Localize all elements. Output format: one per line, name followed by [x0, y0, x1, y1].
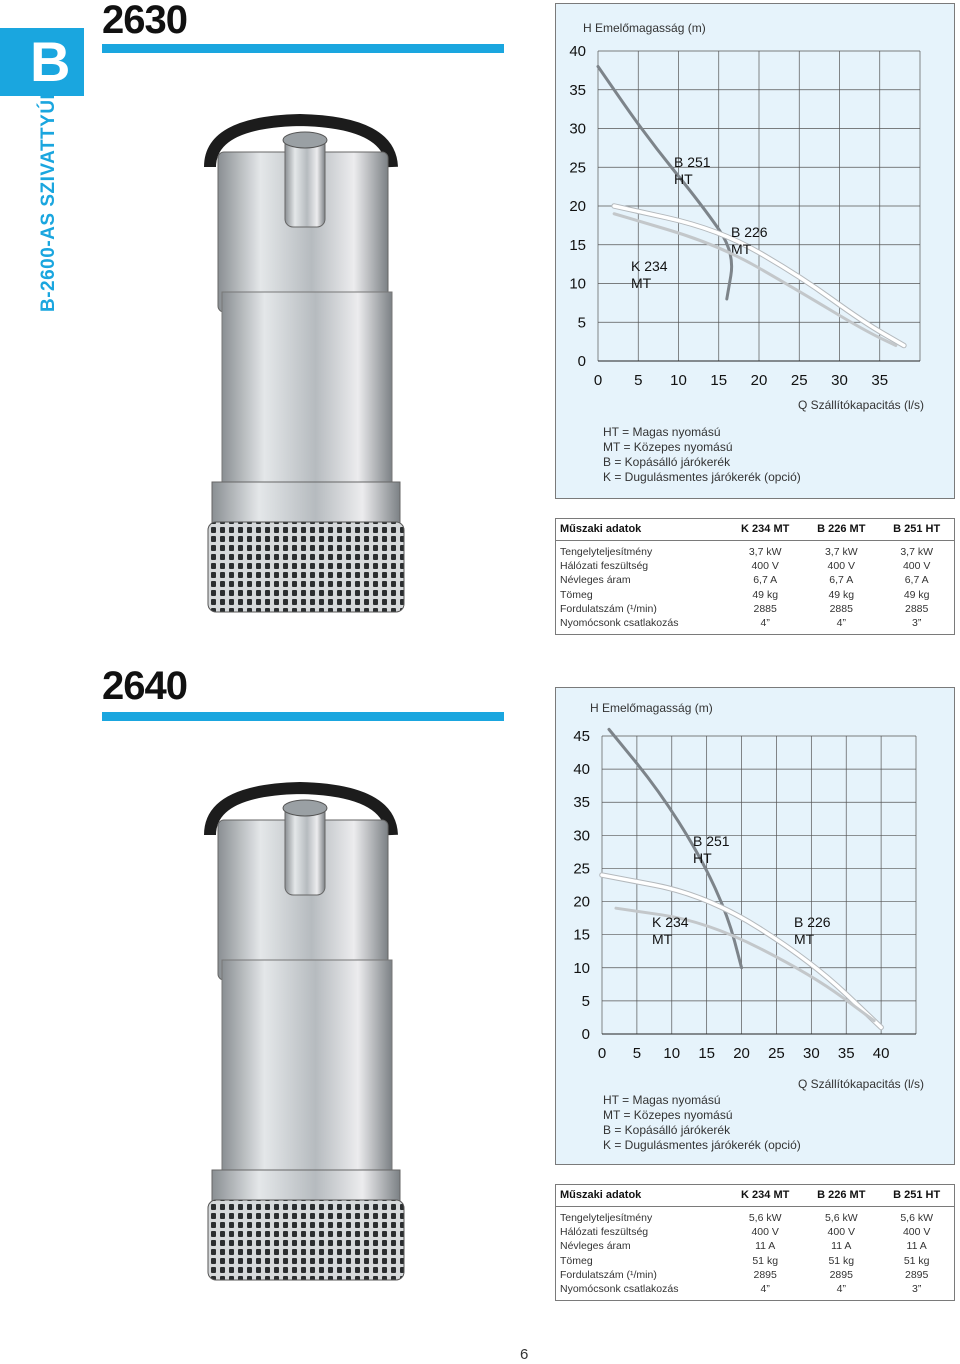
spec-header-row	[556, 1185, 955, 1207]
table-row	[556, 1225, 955, 1239]
spec-label: Fordulatszám (¹/min)	[560, 1268, 657, 1281]
chart-legend	[603, 425, 801, 485]
chart-grid	[598, 51, 920, 361]
spec-header: B 251 HT	[879, 1185, 954, 1207]
spec-value: 4”	[836, 1283, 846, 1296]
x-tick-label: 40	[872, 1045, 890, 1062]
spec-value: 4”	[760, 1283, 770, 1296]
table-row	[556, 1268, 955, 1282]
spec-table-2630	[555, 518, 955, 635]
table-row	[556, 573, 955, 587]
y-tick-label: 40	[569, 43, 586, 60]
spec-value: 3,7 kW	[748, 546, 782, 558]
table-row	[556, 1207, 955, 1226]
y-tick-label: 15	[569, 236, 586, 254]
spec-value: 11 A	[755, 1240, 776, 1253]
x-tick-label: 25	[790, 372, 808, 389]
spec-value: 400 V	[902, 1226, 931, 1239]
y-tick-label: 10	[573, 959, 590, 977]
table-row	[556, 1239, 955, 1253]
spec-value: 400 V	[902, 560, 931, 573]
x-tick-label: 0	[597, 1045, 607, 1062]
spec-label: Nyomócsonk csatlakozás	[560, 617, 679, 630]
spec-value: 3,7 kW	[900, 546, 933, 558]
spec-value: 51 kg	[828, 1254, 855, 1267]
title-underline	[102, 712, 504, 721]
table-row	[556, 602, 955, 616]
spec-value: 11 A	[831, 1240, 852, 1253]
y-tick-label: 25	[573, 860, 590, 878]
spec-value: 2885	[904, 602, 929, 615]
spec-label: Fordulatszám (¹/min)	[560, 602, 657, 615]
spec-value: 11 A	[906, 1240, 927, 1253]
title-underline	[102, 44, 504, 53]
spec-label: Tengelyteljesítmény	[560, 1212, 653, 1224]
spec-value: 49 kg	[828, 588, 855, 601]
x-tick-label: 25	[768, 1045, 785, 1062]
spec-value: 2895	[753, 1268, 777, 1281]
spec-header: B 226 MT	[803, 519, 879, 541]
spec-header: Műszaki adatok	[556, 519, 728, 541]
spec-value: 5,6 kW	[900, 1212, 933, 1224]
y-tick-label: 5	[581, 992, 590, 1010]
y-tick-label: 20	[569, 198, 586, 215]
x-tick-label: 5	[632, 1045, 642, 1062]
legend-item: K = Dugulásmentes járókerék (opció)	[603, 1138, 801, 1152]
table-row	[556, 1282, 955, 1301]
y-tick-label: 25	[569, 159, 586, 177]
table-row	[556, 1254, 955, 1268]
table-row	[556, 588, 955, 602]
spec-value: 4”	[760, 617, 770, 630]
series-label: B 251	[693, 833, 730, 849]
spec-value: 400 V	[827, 560, 855, 573]
y-tick-label: 35	[573, 794, 590, 812]
performance-chart-2630	[555, 3, 955, 499]
y-tick-label: 30	[573, 827, 590, 845]
spec-header: K 234 MT	[727, 1185, 803, 1207]
x-tick-label: 10	[663, 1045, 681, 1062]
x-tick-label: 10	[670, 372, 687, 389]
x-tick-label: 15	[698, 1045, 716, 1062]
series-label: HT	[693, 850, 712, 866]
series-label: MT	[652, 931, 673, 947]
spec-value: 3,7 kW	[824, 546, 858, 558]
page-number: 6	[520, 1346, 529, 1363]
series-label: B 251	[674, 154, 711, 170]
x-tick-label: 5	[634, 372, 643, 389]
performance-chart-2640	[555, 687, 955, 1165]
spec-value: 51 kg	[903, 1254, 930, 1267]
spec-header-row	[556, 519, 955, 541]
spec-label: Névleges áram	[560, 574, 631, 587]
series-label: K 234	[652, 914, 689, 930]
spec-value: 5,6 kW	[824, 1212, 858, 1224]
y-tick-label: 30	[569, 120, 586, 138]
chart-legend	[603, 1093, 801, 1153]
legend-item: HT = Magas nyomású	[603, 1093, 721, 1107]
spec-value: 51 kg	[752, 1254, 779, 1267]
spec-value: 2895	[904, 1268, 929, 1281]
x-tick-label: 35	[871, 372, 889, 389]
y-tick-label: 45	[573, 728, 590, 745]
legend-item: HT = Magas nyomású	[603, 425, 721, 439]
spec-label: Hálózati feszültség	[560, 560, 649, 573]
section-tab: B	[0, 28, 84, 96]
spec-label: Hálózati feszültség	[560, 1226, 649, 1239]
series-label: MT	[794, 931, 815, 947]
y-axis-title: H Emelőmagasság (m)	[590, 701, 713, 715]
spec-value: 400 V	[827, 1226, 855, 1239]
y-tick-label: 0	[577, 353, 586, 370]
legend-item: B = Kopásálló járókerék	[603, 1123, 731, 1137]
table-row	[556, 541, 955, 560]
spec-header: Műszaki adatok	[556, 1185, 728, 1207]
x-tick-label: 30	[831, 372, 848, 389]
spec-value: 4”	[836, 617, 846, 630]
legend-item: K = Dugulásmentes járókerék (opció)	[603, 470, 801, 484]
spec-value: 400 V	[751, 1226, 779, 1239]
y-tick-label: 20	[573, 893, 590, 911]
series-label: B 226	[794, 914, 831, 930]
spec-label: Névleges áram	[560, 1240, 631, 1253]
model-title-2640: 2640	[102, 664, 187, 708]
x-tick-label: 35	[837, 1045, 855, 1062]
series-label: MT	[731, 241, 752, 257]
legend-item: B = Kopásálló járókerék	[603, 455, 731, 469]
series-label: MT	[631, 275, 652, 291]
spec-label: Tömeg	[560, 588, 593, 601]
spec-label: Nyomócsonk csatlakozás	[560, 1283, 679, 1296]
x-tick-label: 15	[710, 372, 728, 389]
spec-label: Tömeg	[560, 1254, 593, 1267]
spec-value: 400 V	[751, 560, 779, 573]
table-row	[556, 559, 955, 573]
x-axis-title: Q Szállítókapacitás (l/s)	[797, 398, 924, 412]
spec-value: 6,7 A	[829, 574, 854, 587]
y-tick-label: 35	[569, 81, 586, 99]
x-tick-label: 0	[593, 372, 603, 389]
x-axis-title: Q Szállítókapacitás (l/s)	[797, 1077, 924, 1091]
y-tick-label: 0	[581, 1026, 590, 1043]
spec-value: 6,7 A	[753, 574, 778, 587]
spec-label: Tengelyteljesítmény	[560, 546, 653, 558]
x-tick-label: 30	[802, 1045, 820, 1062]
spec-header: B 251 HT	[879, 519, 954, 541]
spec-value: 49 kg	[752, 588, 779, 601]
spec-value: 5,6 kW	[748, 1212, 782, 1224]
spec-value: 2895	[829, 1268, 853, 1281]
x-tick-label: 20	[733, 1045, 750, 1062]
spec-value: 3”	[911, 617, 922, 630]
spec-header: B 226 MT	[803, 1185, 879, 1207]
spec-value: 6,7 A	[904, 574, 929, 587]
legend-item: MT = Közepes nyomású	[603, 1108, 733, 1122]
series-label: K 234	[631, 258, 668, 274]
spec-value: 2885	[753, 602, 777, 615]
y-tick-label: 15	[573, 926, 590, 944]
y-axis-title: H Emelőmagasság (m)	[583, 21, 706, 35]
y-tick-label: 5	[577, 314, 586, 332]
series-label: B 226	[731, 224, 768, 240]
series-label: HT	[674, 171, 693, 187]
spec-value: 2885	[829, 602, 853, 615]
model-title-2630: 2630	[102, 0, 187, 42]
side-title: B-2600-AS SZIVATTYÚK	[38, 85, 59, 312]
spec-table-2640	[555, 1184, 955, 1301]
pump-image	[200, 780, 410, 1285]
spec-value: 49 kg	[903, 588, 930, 601]
spec-header: K 234 MT	[727, 519, 803, 541]
pump-image	[200, 112, 410, 617]
table-row	[556, 616, 955, 635]
legend-item: MT = Közepes nyomású	[603, 440, 733, 454]
y-tick-label: 40	[573, 761, 590, 779]
spec-value: 3”	[911, 1283, 922, 1296]
x-tick-label: 20	[750, 372, 768, 389]
y-tick-label: 10	[569, 275, 586, 293]
